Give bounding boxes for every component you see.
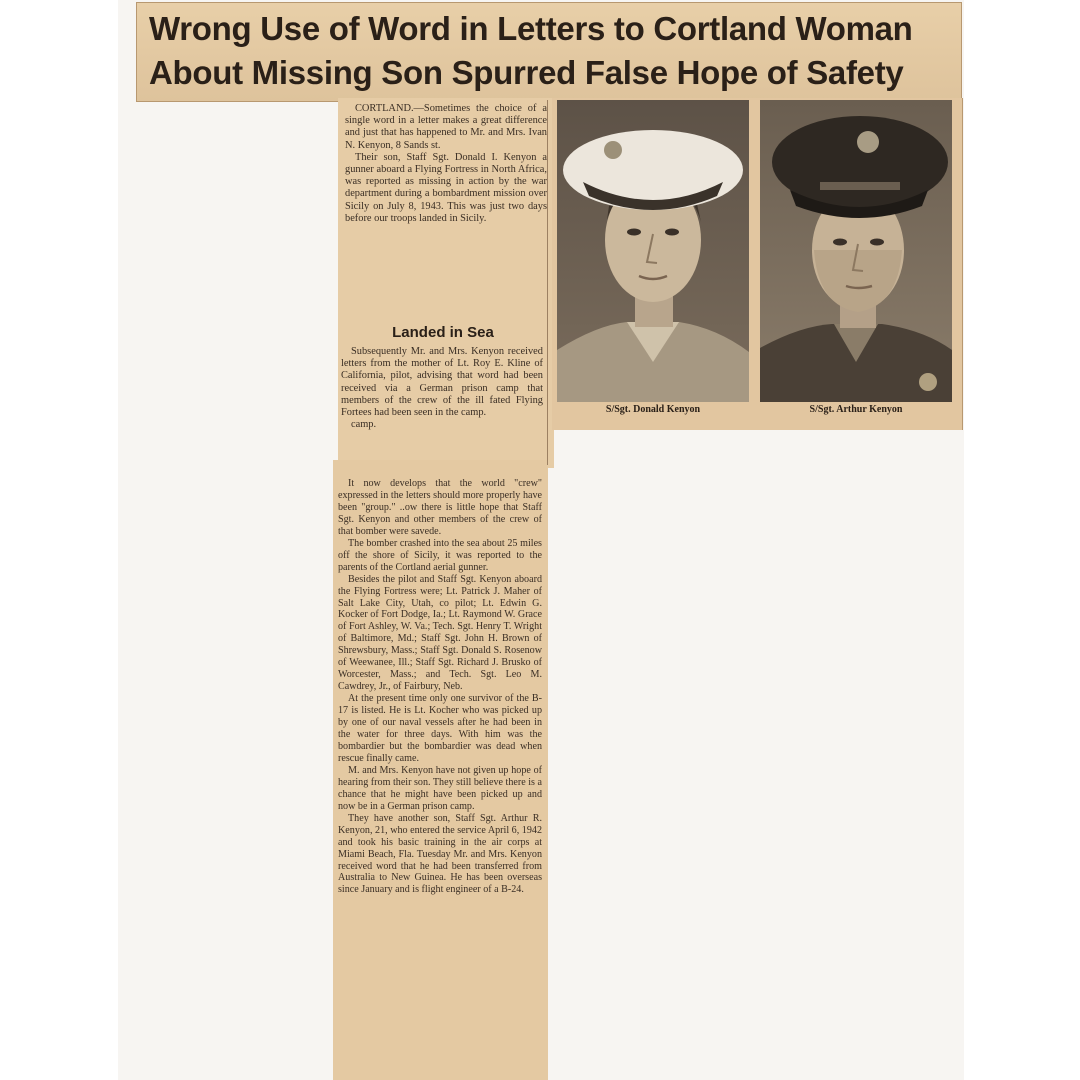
article-paragraph: Their son, Staff Sgt. Donald I. Kenyon a gunner aboard a Flying Fortress in North Africa, was reported as missing in action by the war department during a bombardment mission over Sicily on July 8, 1943. This was just two days before our troops landed in Sicily.	[345, 151, 547, 224]
article-paragraph: At the present time only one survivor of the B-17 is listed. He is Lt. Kocher who was picked up by one of our naval vessels after he had been in the water for three days. With him was the bombardier but the bombardier was dead when rescue finally came.	[338, 693, 542, 764]
portrait-image	[760, 100, 952, 402]
article-paragraph: Besides the pilot and Staff Sgt. Kenyon aboard the Flying Fortress were; Lt. Patrick J. Maher of Salt Lake City, Utah, co pilot; Lt. Edwin G. Kocker of Fort Dodge, Ia.; Lt. Raymond W. Grace of Fort Ashley, W. Va.; Tech. Sgt. Henry T. Wright of Baltimore, Md.; Staff Sgt. John H. Brown of Shrewsbury, Mass.; Staff Sgt. Donald S. Rosenow of Weewanee, Ill.; Staff Sgt. Richard J. Brusko of Worcester, Mass.; and Tech. Sgt. Leo M. Cawdrey, Jr., of Fairbury, Neb.	[338, 573, 542, 693]
portrait-image	[557, 100, 749, 402]
headline	[149, 7, 949, 95]
headline-line-1: Wrong Use of Word in Letters to Cortland Woman	[149, 10, 913, 47]
article-section-landed-in-sea	[341, 346, 543, 431]
portrait-photo-arthur	[760, 100, 952, 402]
article-paragraph: It now develops that the world "crew" expressed in the letters should more properly have been "group." ..ow there is little hope that Staff Sgt. Kenyon and other members of the crew of that bomber were savede.	[338, 478, 542, 537]
photo-caption: S/Sgt. Arthur Kenyon	[809, 404, 903, 415]
article-paragraph: The bomber crashed into the sea about 25 miles off the shore of Sicily, it was reported to the parents of the Cortland aerial gunner.	[338, 537, 542, 573]
article-intro	[345, 103, 547, 225]
headline-clipping	[136, 2, 962, 102]
article-paragraph: They have another son, Staff Sgt. Arthur R. Kenyon, 21, who entered the service April 6, 1942 and took his basic training in the air corps at Miami Beach, Fla. Tuesday Mr. and Mrs. Kenyon received word that he had been transferred from Australia to New Guinea. He has been overseas since January and is flight engineer of a B-24.	[338, 812, 542, 896]
photo-caption: S/Sgt. Donald Kenyon	[605, 404, 701, 415]
headline-line-2: About Missing Son Spurred False Hope of Safety	[149, 54, 904, 91]
article-paragraph: Subsequently Mr. and Mrs. Kenyon received letters from the mother of Lt. Roy E. Kline of California, pilot, advising that word had been received via a German prison camp that members of the crew of the ill fated Flying Fortees had been seen in the camp.	[341, 346, 543, 419]
subhead: Landed in Sea	[392, 324, 494, 341]
column-rule	[547, 100, 548, 465]
article-paragraph: CORTLAND.—Sometimes the choice of a single word in a letter makes a great difference and just that has happened to Mr. and Mrs. Ivan N. Kenyon, 8 Sands st.	[345, 103, 547, 151]
article-paragraph: camp.	[351, 419, 377, 431]
article-continuation	[338, 478, 542, 896]
article-paragraph: M. and Mrs. Kenyon have not given up hope of hearing from their son. They still believe there is a chance that he might have been picked up and now be in a German prison camp.	[338, 764, 542, 812]
portrait-photo-donald	[557, 100, 749, 402]
